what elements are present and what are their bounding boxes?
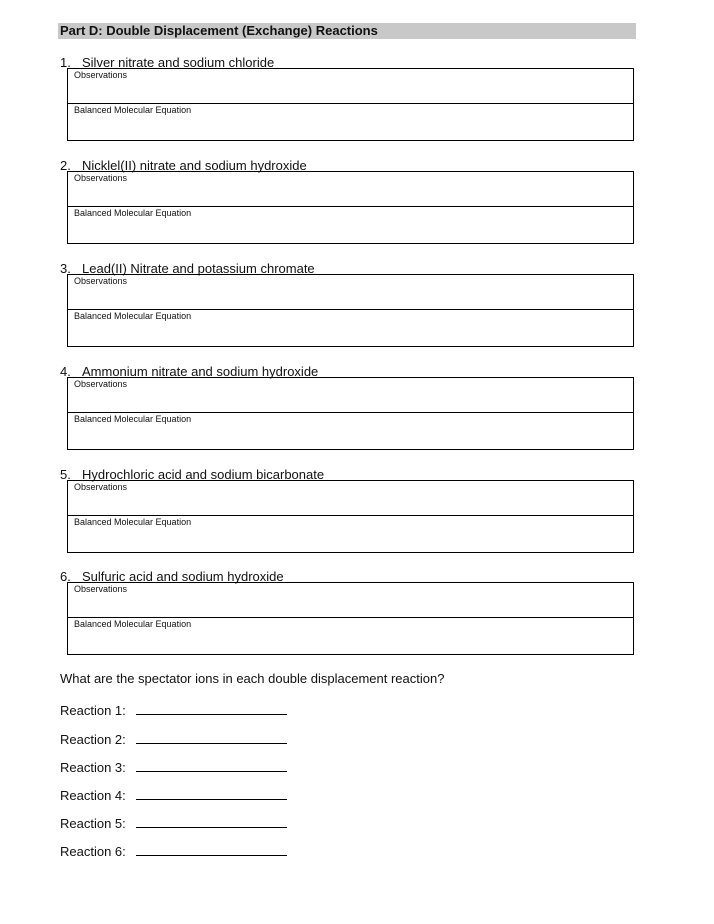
equation-field[interactable] bbox=[68, 413, 633, 448]
answer-blank[interactable] bbox=[136, 787, 287, 800]
observations-label: Observations bbox=[74, 70, 128, 80]
answer-blank[interactable] bbox=[136, 815, 287, 828]
observations-field[interactable] bbox=[68, 69, 633, 104]
answer-box bbox=[67, 377, 634, 450]
reaction-name: Ammonium nitrate and sodium hydroxide bbox=[82, 364, 319, 379]
reaction-number: 5. bbox=[60, 467, 71, 482]
answer-box bbox=[67, 480, 634, 553]
observations-field[interactable] bbox=[68, 172, 633, 207]
reaction-block bbox=[60, 364, 636, 424]
spectator-ions-question: What are the spectator ions in each double displacement reaction? bbox=[60, 671, 445, 686]
answer-blank[interactable] bbox=[136, 702, 287, 715]
answer-blank[interactable] bbox=[136, 759, 287, 772]
answer-row bbox=[60, 702, 287, 718]
answer-label: Reaction 6: bbox=[60, 844, 126, 859]
section-title: Part D: Double Displacement (Exchange) Reactions bbox=[58, 23, 636, 39]
observations-field[interactable] bbox=[68, 378, 633, 413]
reaction-block bbox=[60, 158, 636, 218]
reaction-block bbox=[60, 55, 636, 115]
equation-label: Balanced Molecular Equation bbox=[74, 105, 192, 115]
answer-label: Reaction 3: bbox=[60, 760, 126, 775]
observations-label: Observations bbox=[74, 379, 128, 389]
reaction-name: Lead(II) Nitrate and potassium chromate bbox=[82, 261, 315, 276]
answer-box bbox=[67, 274, 634, 347]
equation-label: Balanced Molecular Equation bbox=[74, 619, 192, 629]
equation-label: Balanced Molecular Equation bbox=[74, 414, 192, 424]
answer-row bbox=[60, 815, 287, 831]
equation-field[interactable] bbox=[68, 618, 633, 653]
reaction-number: 6. bbox=[60, 569, 71, 584]
answer-row bbox=[60, 843, 287, 859]
equation-label: Balanced Molecular Equation bbox=[74, 311, 192, 321]
reaction-block bbox=[60, 467, 636, 527]
observations-label: Observations bbox=[74, 276, 128, 286]
reaction-name: Nicklel(II) nitrate and sodium hydroxide bbox=[82, 158, 307, 173]
equation-label: Balanced Molecular Equation bbox=[74, 208, 192, 218]
reaction-number: 1. bbox=[60, 55, 71, 70]
reaction-number: 4. bbox=[60, 364, 71, 379]
equation-field[interactable] bbox=[68, 104, 633, 139]
observations-field[interactable] bbox=[68, 583, 633, 618]
observations-field[interactable] bbox=[68, 275, 633, 310]
reaction-block bbox=[60, 261, 636, 321]
observations-label: Observations bbox=[74, 173, 128, 183]
equation-field[interactable] bbox=[68, 207, 633, 242]
answer-label: Reaction 4: bbox=[60, 788, 126, 803]
reaction-name: Silver nitrate and sodium chloride bbox=[82, 55, 275, 70]
answer-box bbox=[67, 171, 634, 244]
reaction-name: Hydrochloric acid and sodium bicarbonate bbox=[82, 467, 325, 482]
observations-label: Observations bbox=[74, 482, 128, 492]
equation-field[interactable] bbox=[68, 310, 633, 345]
answer-blank[interactable] bbox=[136, 731, 287, 744]
equation-field[interactable] bbox=[68, 516, 633, 551]
reaction-name: Sulfuric acid and sodium hydroxide bbox=[82, 569, 284, 584]
answer-blank[interactable] bbox=[136, 843, 287, 856]
answer-row bbox=[60, 731, 287, 747]
reaction-number: 3. bbox=[60, 261, 71, 276]
answer-box bbox=[67, 68, 634, 141]
answer-label: Reaction 5: bbox=[60, 816, 126, 831]
answer-row bbox=[60, 759, 287, 775]
answer-row bbox=[60, 787, 287, 803]
reaction-number: 2. bbox=[60, 158, 71, 173]
equation-label: Balanced Molecular Equation bbox=[74, 517, 192, 527]
answer-label: Reaction 2: bbox=[60, 732, 126, 747]
answer-label: Reaction 1: bbox=[60, 703, 126, 718]
observations-field[interactable] bbox=[68, 481, 633, 516]
answer-box bbox=[67, 582, 634, 655]
observations-label: Observations bbox=[74, 584, 128, 594]
reaction-block bbox=[60, 569, 636, 629]
